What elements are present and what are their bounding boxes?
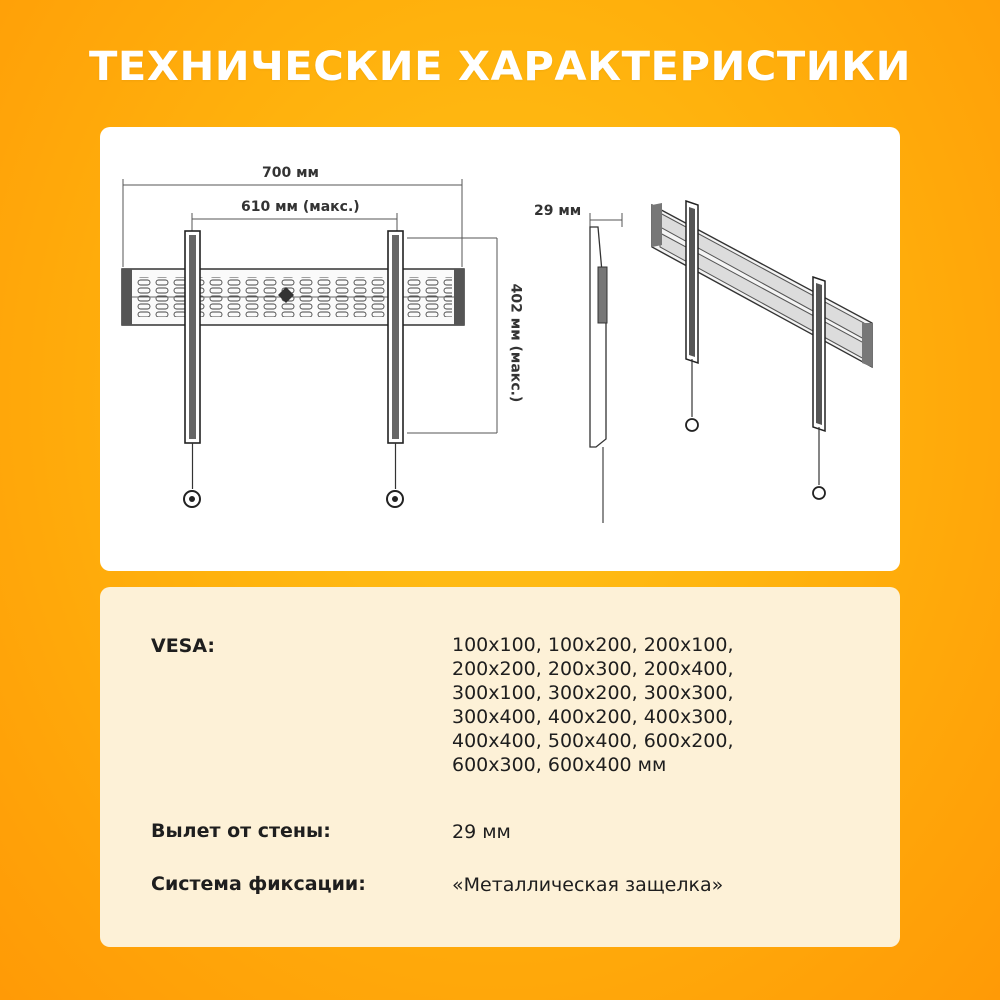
vesa-line: 400x400, 500x400, 600x200, xyxy=(452,730,734,752)
vesa-label: VESA: xyxy=(151,635,216,657)
depth-label: 29 мм xyxy=(534,203,582,219)
vesa-line: 300x400, 400x200, 400x300, xyxy=(452,706,734,728)
side-view xyxy=(590,213,622,523)
lock-label: Система фиксации: xyxy=(151,873,366,895)
specs-card xyxy=(100,587,900,947)
width-label: 700 мм xyxy=(262,165,319,181)
mount-drawing xyxy=(100,127,900,571)
front-view xyxy=(122,179,497,507)
vesa-width-label: 610 мм (макс.) xyxy=(241,199,360,215)
vesa-height-label: 402 мм (макс.) xyxy=(507,283,524,403)
vesa-line: 600x300, 600x400 мм xyxy=(452,754,667,776)
offset-value: 29 мм xyxy=(452,821,511,843)
lock-value: «Металлическая защелка» xyxy=(452,874,724,896)
diagram-card xyxy=(100,127,900,571)
page-title: ТЕХНИЧЕСКИЕ ХАРАКТЕРИСТИКИ xyxy=(89,44,911,90)
vesa-line: 100x100, 100x200, 200x100, xyxy=(452,634,734,656)
perspective-view xyxy=(652,201,872,499)
vesa-values xyxy=(452,633,872,777)
offset-label: Вылет от стены: xyxy=(151,820,331,842)
vesa-line: 200x200, 200x300, 200x400, xyxy=(452,658,734,680)
vesa-line: 300x100, 300x200, 300x300, xyxy=(452,682,734,704)
